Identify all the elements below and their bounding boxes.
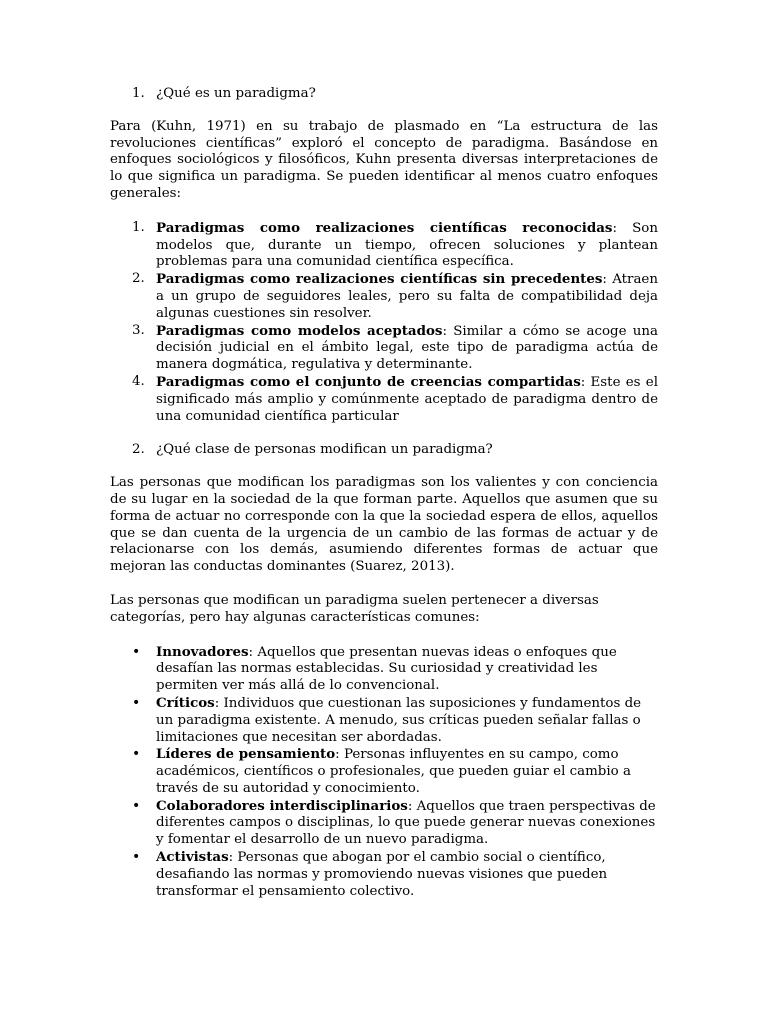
answer-paragraph: Las personas que modifican los paradigmas son los valientes y con conciencia de su lugar en la sociedad de la que forman parte. Aquellos que asumen que su forma de actuar no corresponde con la que la sociedad espera de ellos, aquellos que se dan cuenta de la urgencia de un cambio de las formas de actuar y de relacionarse con los demás, asumiendo diferentes formas de actuar que mejoran las conductas dominantes (Suarez, 2013). (110, 475, 658, 575)
category-item (110, 798, 658, 849)
approach-title: Paradigmas como el conjunto de creencias compartidas (156, 373, 581, 390)
category-item (110, 746, 658, 797)
question-2 (110, 442, 658, 459)
category-text: : Personas influyentes en su campo, como académicos, científicos o profesionales, que pueden guiar el cambio a través de su autoridad y conocimiento. (156, 747, 631, 796)
question-2-heading (110, 442, 658, 459)
approach-item (110, 271, 658, 322)
category-title: Líderes de pensamiento (156, 746, 336, 763)
approach-text: : Son modelos que, durante un tiempo, ofrecen soluciones y plantean problemas para una comunidad científica específica. (156, 220, 658, 270)
bullet-icon: • (132, 643, 141, 660)
category-text: : Personas que abogan por el cambio social o científico, desafiando las normas y promoviendo nuevas visiones que pueden transformar el pensamiento colectivo. (156, 850, 608, 899)
category-text: : Individuos que cuestionan las suposiciones y fundamentos de un paradigma existente. A menudo, sus críticas pueden señalar fallas o limitaciones que necesitan ser abordadas. (156, 695, 642, 745)
approach-text: : Similar a cómo se acoge una decisión judicial en el ámbito legal, este tipo de paradigma actúa de manera dogmática, regulativa y determinante. (156, 323, 659, 373)
approach-number: 1. (132, 219, 145, 235)
category-title: Colaboradores interdisciplinarios (156, 797, 408, 814)
approach-item (110, 323, 658, 374)
approach-number: 4. (132, 373, 145, 389)
categories-intro-paragraph: Las personas que modifican un paradigma suelen pertenecer a diversas categorías, pero hay algunas características comunes: (110, 592, 599, 625)
category-title: Críticos (156, 694, 215, 711)
question-1 (110, 86, 658, 103)
categories-list (110, 644, 658, 901)
bullet-icon: • (132, 849, 141, 866)
category-text: : Aquellos que presentan nuevas ideas o enfoques que desafían las normas establecidas. Su curiosidad y creatividad les permiten ver más allá de lo convencional. (156, 644, 617, 694)
approach-number: 2. (132, 271, 145, 287)
bullet-icon: • (132, 746, 141, 763)
intro-paragraph: Para (Kuhn, 1971) en su trabajo de plasmado en “La estructura de las revoluciones científicas” exploró el concepto de paradigma. Basándose en enfoques sociológicos y filosóficos, Kuhn presenta diversas interpretaciones de lo que significa un paradigma. Se pueden identificar al menos cuatro enfoques generales: (110, 118, 658, 201)
approach-text: : Este es el significado más amplio y comúnmente aceptado de paradigma dentro de una comunidad científica particular (156, 374, 658, 424)
approach-item (110, 374, 658, 425)
approach-text: : Atraen a un grupo de seguidores leales, pero su falta de compatibilidad deja algunas cuestiones sin resolver. (156, 272, 658, 321)
approach-number: 3. (132, 322, 145, 338)
bullet-icon: • (132, 797, 141, 814)
category-item (110, 849, 658, 900)
question-1-number: 1. (132, 86, 145, 101)
category-item (110, 695, 658, 746)
category-item (110, 644, 658, 695)
approaches-list (110, 220, 658, 426)
category-text: : Aquellos que traen perspectivas de diferentes campos o disciplinas, lo que puede generar nuevas conexiones y fomentar el desarrollo de un nuevo paradigma. (156, 798, 656, 848)
question-2-text: ¿Qué clase de personas modifican un paradigma? (156, 442, 493, 458)
category-title: Activistas (156, 849, 229, 866)
approach-item (110, 220, 658, 271)
approach-title: Paradigmas como modelos aceptados (156, 322, 443, 339)
category-title: Innovadores (156, 643, 249, 660)
approach-title: Paradigmas como realizaciones científicas sin precedentes (156, 271, 603, 288)
question-1-text: ¿Qué es un paradigma? (156, 86, 316, 101)
question-1-heading (110, 86, 658, 103)
approach-title: Paradigmas como realizaciones científicas reconocidas (156, 219, 613, 236)
question-2-number: 2. (132, 442, 145, 458)
bullet-icon: • (132, 694, 141, 711)
